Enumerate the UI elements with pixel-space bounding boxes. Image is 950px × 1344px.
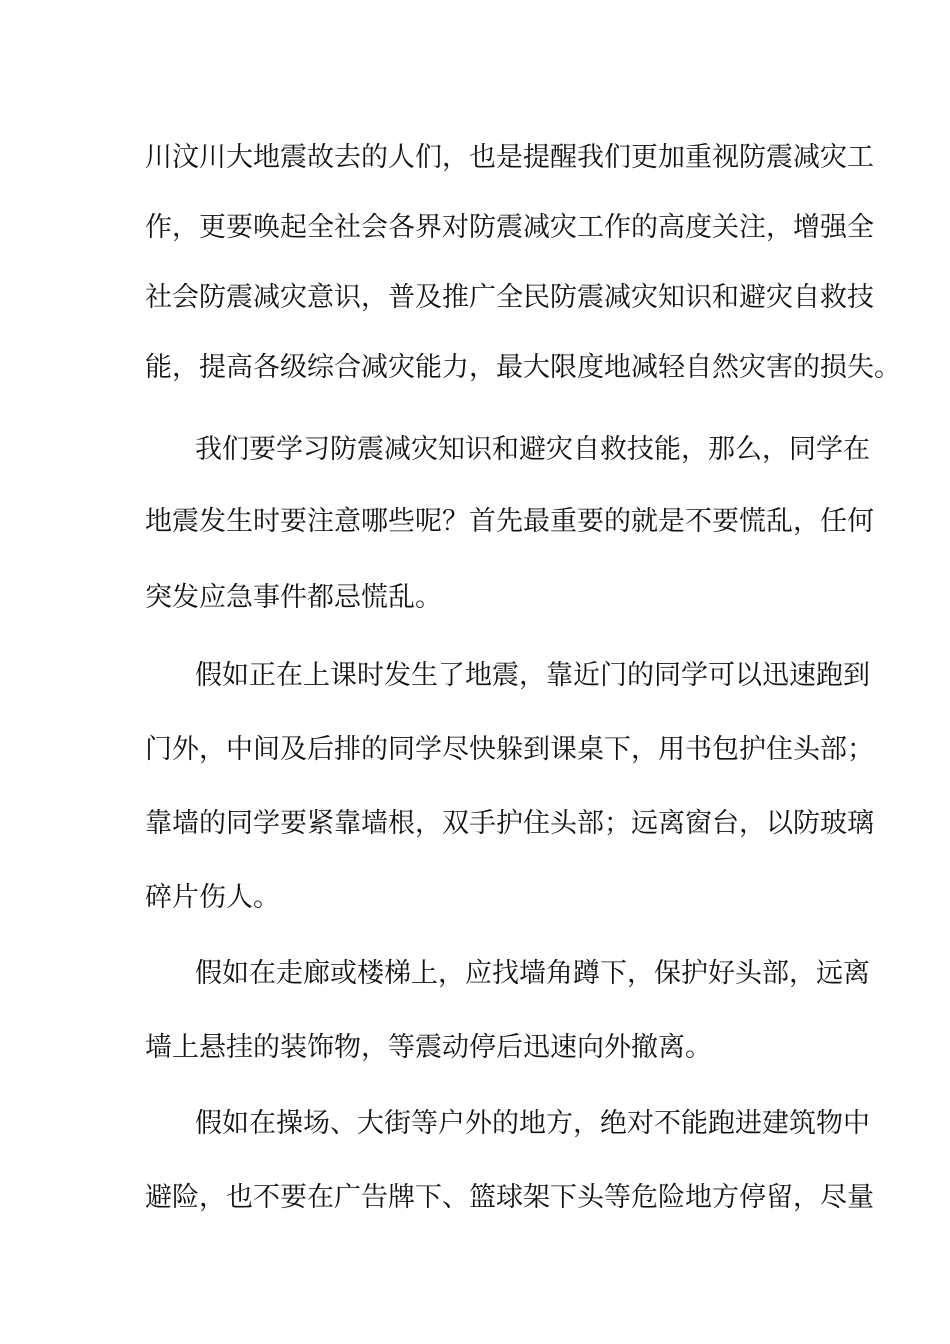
text-line: 墙上悬挂的装饰物，等震动停后迅速向外撤离。	[145, 1032, 712, 1063]
text-line: 避险，也不要在广告牌下、篮球架下头等危险地方停留，尽量	[145, 1182, 874, 1213]
text-line: 碎片伤人。	[145, 882, 280, 913]
text-line: 社会防震减灾意识，普及推广全民防震减灾知识和避灾自救技	[145, 282, 874, 313]
text-line: 靠墙的同学要紧靠墙根，双手护住头部；远离窗台，以防玻璃	[145, 808, 874, 839]
paragraph-first-line: 我们要学习防震减灾知识和避灾自救技能，那么，同学在	[195, 434, 870, 465]
text-line: 作，更要唤起全社会各界对防震减灾工作的高度关注，增强全	[145, 212, 874, 243]
text-line: 能，提高各级综合减灾能力，最大限度地减轻自然灾害的损失。	[145, 352, 901, 383]
text-line: 突发应急事件都忌慌乱。	[145, 582, 442, 613]
paragraph-first-line: 假如在操场、大街等户外的地方，绝对不能跑进建筑物中	[195, 1108, 870, 1139]
text-line: 地震发生时要注意哪些呢？首先最重要的就是不要慌乱，任何	[145, 506, 874, 537]
text-line: 门外，中间及后排的同学尽快躲到课桌下，用书包护住头部；	[145, 734, 874, 765]
paragraph-first-line: 假如在走廊或楼梯上，应找墙角蹲下，保护好头部，远离	[195, 958, 870, 989]
text-line: 川汶川大地震故去的人们，也是提醒我们更加重视防震减灾工	[145, 142, 874, 173]
paragraph-first-line: 假如正在上课时发生了地震，靠近门的同学可以迅速跑到	[195, 660, 870, 691]
